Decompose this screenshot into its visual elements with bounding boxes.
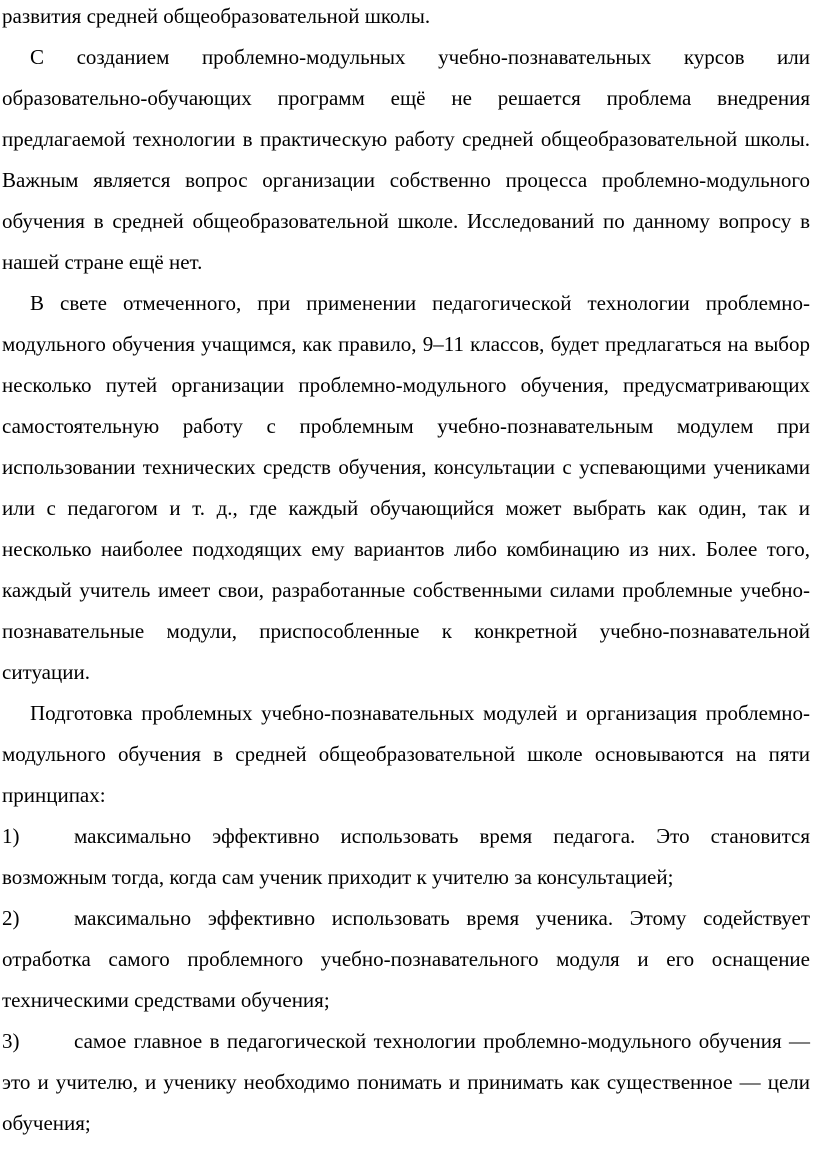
list-item-text: максимально эффективно использовать время педагога. Это становится возможным тогда, когда сам ученик приходит к учителю за консультацией; — [2, 824, 810, 889]
paragraph-organization-paths: В свете отмеченного, при применении педагогической технологии проблемно-модульного обучения учащимся, как правило, 9–11 классов, будет предлагаться на выбор несколько путей организации проблемно-модульного обучения, предусматривающих самостоятельную работу с проблемным учебно-познавательным модулем при использовании технических средств обучения, консультации с успевающими учениками или с педагогом и т. д., где каждый обучающийся может выбрать как один, так и несколько наиболее подходящих ему вариантов либо комбинацию из них. Более того, каждый учитель имеет свои, разработанные собственными силами проблемные учебно-познавательные модули, приспособленные к конкретной учебно-познавательной ситуации. — [2, 291, 810, 684]
list-item-principle-1 — [2, 816, 810, 898]
paragraph-principles-intro: Подготовка проблемных учебно-познавательных модулей и организация проблемно-модульного обучения в средней общеобразовательной школе основываются на пяти принципах: — [2, 701, 810, 807]
paragraph-continuation: развития средней общеобразовательной школы. — [2, 4, 431, 28]
list-item-principle-3 — [2, 1021, 810, 1144]
paragraph-module-courses: С созданием проблемно-модульных учебно-познавательных курсов или образовательно-обучающих программ ещё не решается проблема внедрения предлагаемой технологии в практическую работу средней общеобразовательной школы. Важным является вопрос организации собственно процесса проблемно-модульного обучения в средней общеобразовательной школе. Исследований по данному вопросу в нашей стране ещё нет. — [2, 45, 810, 274]
list-number: 3) — [2, 1029, 20, 1053]
list-item-text: самое главное в педагогической технологии проблемно-модульного обучения — это и учителю, и ученику необходимо понимать и принимать как существенное — цели обучения; — [2, 1029, 810, 1135]
list-item-principle-2 — [2, 898, 810, 1021]
list-number: 1) — [2, 824, 20, 848]
list-item-text: максимально эффективно использовать время ученика. Этому содействует отработка самого проблемного учебно-познавательного модуля и его оснащение техническими средствами обучения; — [2, 906, 810, 1012]
list-number: 2) — [2, 906, 20, 930]
